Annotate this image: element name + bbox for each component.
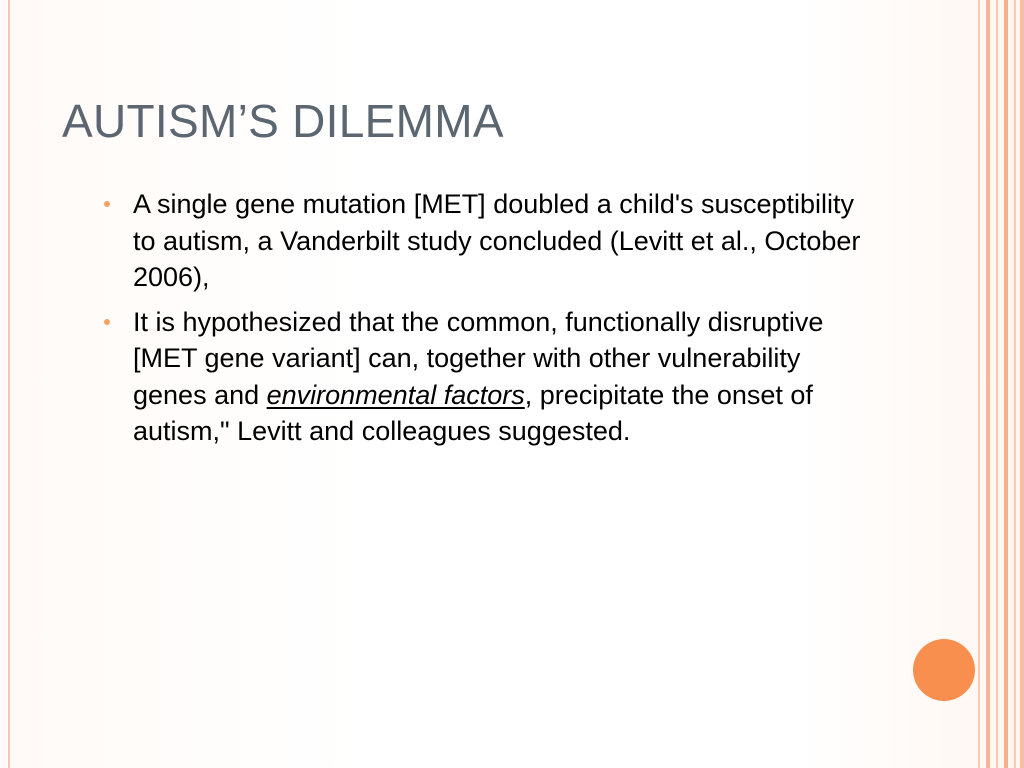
environmental-factors-link[interactable]: environmental factors [266,379,525,410]
right-decorative-stripe [986,0,990,768]
right-decorative-stripe [1014,0,1016,768]
bullet-text-before: It is hypothesized that the common, functionally disruptive [MET gene variant] can, together with other vulnerability genes and [133,306,824,410]
bullet-list [104,186,864,458]
right-decorative-stripe [978,0,980,768]
bullet-item-hypothesis [104,304,864,450]
bullet-item-met-mutation [104,186,864,296]
bullet-text-after: , precipitate the onset of autism," Levitt and colleagues suggested. [133,379,813,446]
bullet-marker-icon [104,201,110,207]
slide-title: AUTISM’S DILEMMA [62,95,504,147]
left-decorative-stripe [8,0,10,768]
right-decorative-stripe [996,0,998,768]
right-decorative-stripe [1004,0,1008,768]
bullet-text: A single gene mutation [MET] doubled a child's susceptibility to autism, a Vanderbilt study concluded (Levitt et al., October 2006), [133,189,861,292]
decorative-circle [913,639,975,701]
right-decorative-stripe [1020,0,1024,768]
bullet-marker-icon [104,319,110,325]
